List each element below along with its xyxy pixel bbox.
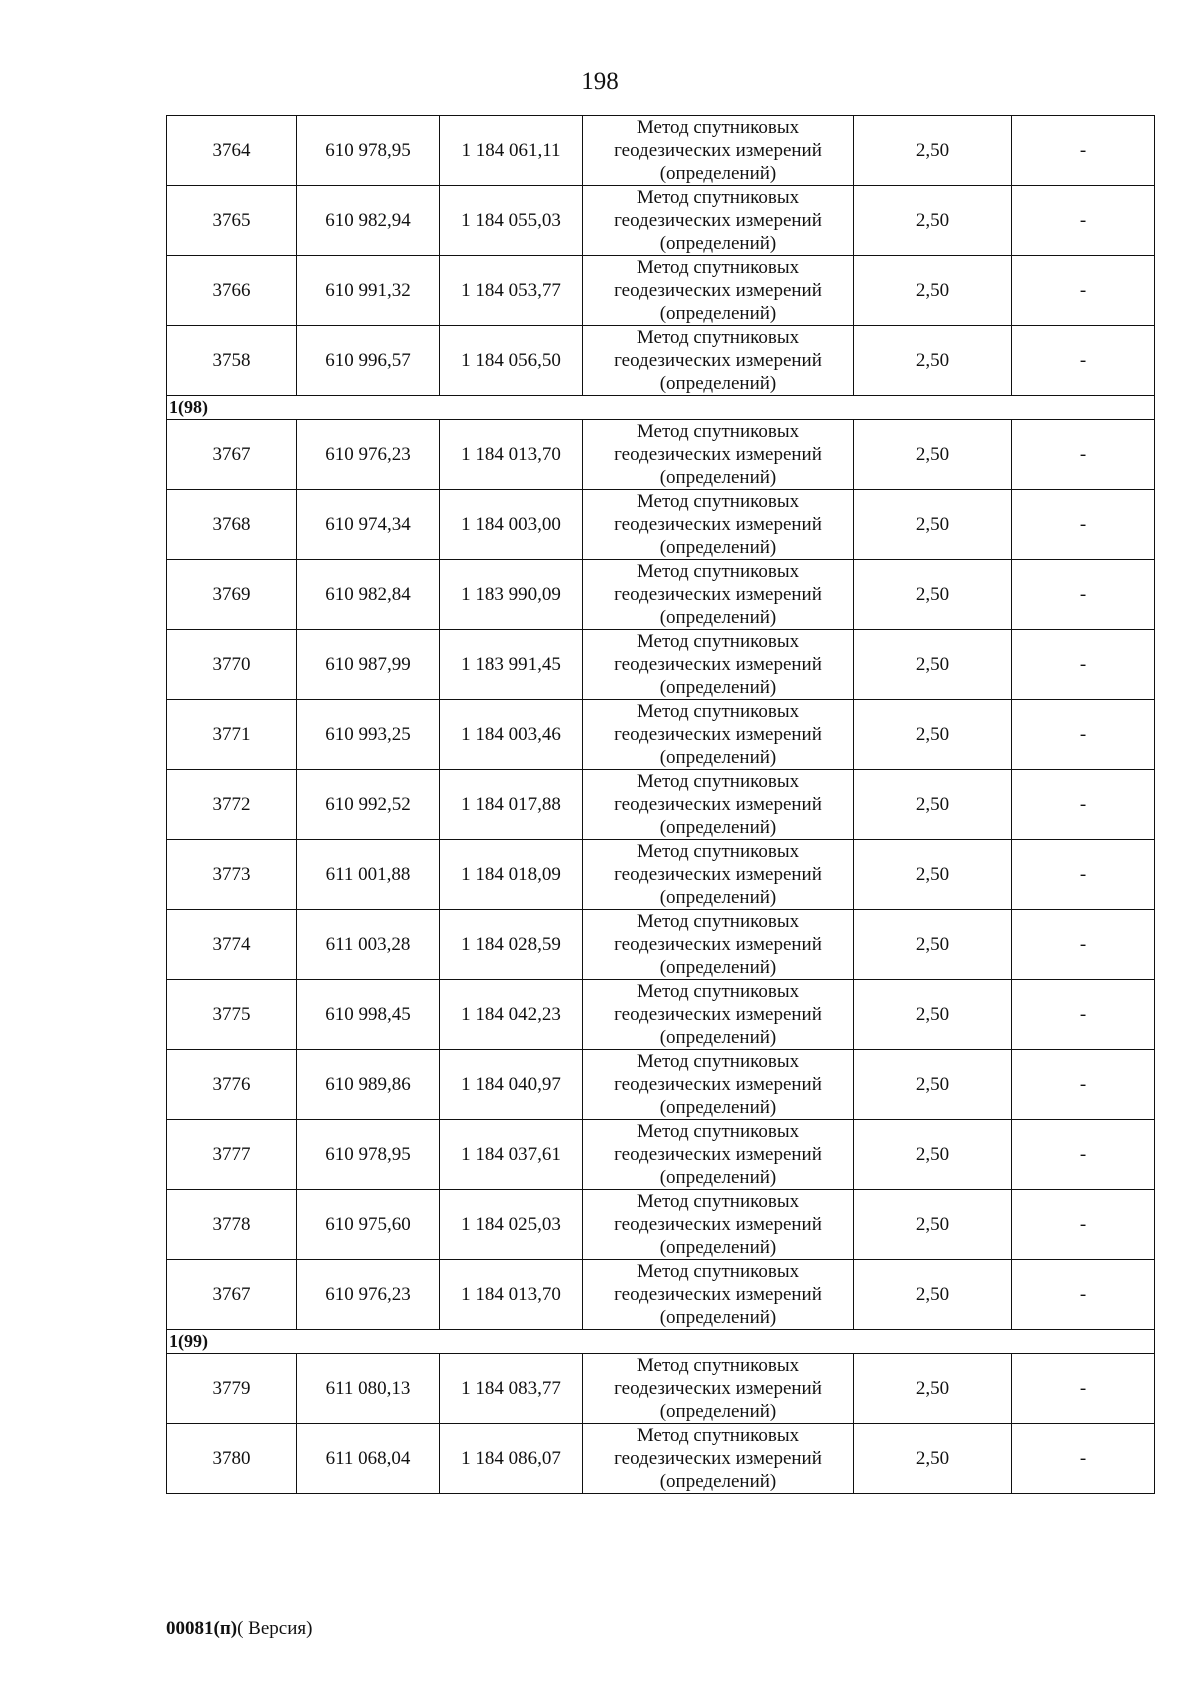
y-coordinate-cell: 1 184 013,70 <box>440 1260 583 1330</box>
table-row <box>167 630 1155 700</box>
point-number-cell: 3771 <box>167 700 297 770</box>
method-cell: Метод спутниковых геодезических измерений (определений) <box>583 700 854 770</box>
x-coordinate-cell: 611 001,88 <box>297 840 440 910</box>
table-row <box>167 980 1155 1050</box>
y-coordinate-cell: 1 184 025,03 <box>440 1190 583 1260</box>
table-row <box>167 1190 1155 1260</box>
method-cell: Метод спутниковых геодезических измерений (определений) <box>583 1120 854 1190</box>
point-number-cell: 3764 <box>167 116 297 186</box>
point-number-cell: 3777 <box>167 1120 297 1190</box>
accuracy-cell: 2,50 <box>854 980 1012 1050</box>
point-number-cell: 3780 <box>167 1424 297 1494</box>
table-row <box>167 1424 1155 1494</box>
accuracy-cell: 2,50 <box>854 1424 1012 1494</box>
x-coordinate-cell: 611 003,28 <box>297 910 440 980</box>
y-coordinate-cell: 1 184 013,70 <box>440 420 583 490</box>
x-coordinate-cell: 610 976,23 <box>297 1260 440 1330</box>
method-cell: Метод спутниковых геодезических измерений (определений) <box>583 980 854 1050</box>
method-cell: Метод спутниковых геодезических измерений (определений) <box>583 1050 854 1120</box>
table-row <box>167 770 1155 840</box>
point-number-cell: 3767 <box>167 420 297 490</box>
method-cell: Метод спутниковых геодезических измерений (определений) <box>583 116 854 186</box>
accuracy-cell: 2,50 <box>854 1050 1012 1120</box>
x-coordinate-cell: 610 982,84 <box>297 560 440 630</box>
y-coordinate-cell: 1 184 053,77 <box>440 256 583 326</box>
coordinates-table <box>166 115 1155 1494</box>
table-row <box>167 840 1155 910</box>
contour-group-row <box>167 396 1155 420</box>
footer-code: 00081(п) <box>166 1618 238 1639</box>
y-coordinate-cell: 1 183 990,09 <box>440 560 583 630</box>
point-number-cell: 3766 <box>167 256 297 326</box>
x-coordinate-cell: 610 991,32 <box>297 256 440 326</box>
description-cell: - <box>1012 980 1155 1050</box>
point-number-cell: 3758 <box>167 326 297 396</box>
x-coordinate-cell: 610 989,86 <box>297 1050 440 1120</box>
table-row <box>167 420 1155 490</box>
method-cell: Метод спутниковых геодезических измерений (определений) <box>583 560 854 630</box>
x-coordinate-cell: 610 975,60 <box>297 1190 440 1260</box>
x-coordinate-cell: 610 982,94 <box>297 186 440 256</box>
x-coordinate-cell: 610 993,25 <box>297 700 440 770</box>
accuracy-cell: 2,50 <box>854 910 1012 980</box>
x-coordinate-cell: 610 996,57 <box>297 326 440 396</box>
method-cell: Метод спутниковых геодезических измерений (определений) <box>583 840 854 910</box>
description-cell: - <box>1012 1190 1155 1260</box>
x-coordinate-cell: 610 974,34 <box>297 490 440 560</box>
method-cell: Метод спутниковых геодезических измерений (определений) <box>583 420 854 490</box>
y-coordinate-cell: 1 184 028,59 <box>440 910 583 980</box>
description-cell: - <box>1012 420 1155 490</box>
accuracy-cell: 2,50 <box>854 186 1012 256</box>
accuracy-cell: 2,50 <box>854 1260 1012 1330</box>
point-number-cell: 3765 <box>167 186 297 256</box>
description-cell: - <box>1012 1050 1155 1120</box>
x-coordinate-cell: 610 998,45 <box>297 980 440 1050</box>
method-cell: Метод спутниковых геодезических измерений (определений) <box>583 256 854 326</box>
y-coordinate-cell: 1 184 040,97 <box>440 1050 583 1120</box>
y-coordinate-cell: 1 184 086,07 <box>440 1424 583 1494</box>
table-row <box>167 116 1155 186</box>
accuracy-cell: 2,50 <box>854 116 1012 186</box>
point-number-cell: 3767 <box>167 1260 297 1330</box>
table-row <box>167 186 1155 256</box>
x-coordinate-cell: 610 978,95 <box>297 1120 440 1190</box>
description-cell: - <box>1012 186 1155 256</box>
accuracy-cell: 2,50 <box>854 1120 1012 1190</box>
table-row <box>167 1050 1155 1120</box>
description-cell: - <box>1012 1424 1155 1494</box>
y-coordinate-cell: 1 184 083,77 <box>440 1354 583 1424</box>
contour-label: 1(99) <box>167 1330 1155 1354</box>
contour-label: 1(98) <box>167 396 1155 420</box>
accuracy-cell: 2,50 <box>854 490 1012 560</box>
y-coordinate-cell: 1 183 991,45 <box>440 630 583 700</box>
x-coordinate-cell: 611 080,13 <box>297 1354 440 1424</box>
description-cell: - <box>1012 326 1155 396</box>
method-cell: Метод спутниковых геодезических измерений (определений) <box>583 1424 854 1494</box>
description-cell: - <box>1012 1120 1155 1190</box>
description-cell: - <box>1012 840 1155 910</box>
accuracy-cell: 2,50 <box>854 256 1012 326</box>
y-coordinate-cell: 1 184 018,09 <box>440 840 583 910</box>
method-cell: Метод спутниковых геодезических измерений (определений) <box>583 490 854 560</box>
accuracy-cell: 2,50 <box>854 1354 1012 1424</box>
accuracy-cell: 2,50 <box>854 700 1012 770</box>
table-row <box>167 1120 1155 1190</box>
table-row <box>167 560 1155 630</box>
point-number-cell: 3775 <box>167 980 297 1050</box>
method-cell: Метод спутниковых геодезических измерений (определений) <box>583 186 854 256</box>
accuracy-cell: 2,50 <box>854 420 1012 490</box>
document-footer <box>166 1618 312 1640</box>
description-cell: - <box>1012 700 1155 770</box>
accuracy-cell: 2,50 <box>854 560 1012 630</box>
accuracy-cell: 2,50 <box>854 326 1012 396</box>
x-coordinate-cell: 610 987,99 <box>297 630 440 700</box>
accuracy-cell: 2,50 <box>854 770 1012 840</box>
method-cell: Метод спутниковых геодезических измерений (определений) <box>583 630 854 700</box>
table-row <box>167 700 1155 770</box>
method-cell: Метод спутниковых геодезических измерений (определений) <box>583 770 854 840</box>
page-number: 198 <box>581 68 619 95</box>
table-row <box>167 910 1155 980</box>
table-row <box>167 1260 1155 1330</box>
point-number-cell: 3774 <box>167 910 297 980</box>
description-cell: - <box>1012 560 1155 630</box>
method-cell: Метод спутниковых геодезических измерений (определений) <box>583 1354 854 1424</box>
table-row <box>167 490 1155 560</box>
y-coordinate-cell: 1 184 061,11 <box>440 116 583 186</box>
method-cell: Метод спутниковых геодезических измерений (определений) <box>583 910 854 980</box>
description-cell: - <box>1012 770 1155 840</box>
y-coordinate-cell: 1 184 056,50 <box>440 326 583 396</box>
y-coordinate-cell: 1 184 042,23 <box>440 980 583 1050</box>
method-cell: Метод спутниковых геодезических измерений (определений) <box>583 1260 854 1330</box>
y-coordinate-cell: 1 184 003,46 <box>440 700 583 770</box>
description-cell: - <box>1012 256 1155 326</box>
x-coordinate-cell: 610 978,95 <box>297 116 440 186</box>
table-row <box>167 1354 1155 1424</box>
description-cell: - <box>1012 1354 1155 1424</box>
method-cell: Метод спутниковых геодезических измерений (определений) <box>583 326 854 396</box>
x-coordinate-cell: 610 976,23 <box>297 420 440 490</box>
point-number-cell: 3770 <box>167 630 297 700</box>
y-coordinate-cell: 1 184 037,61 <box>440 1120 583 1190</box>
point-number-cell: 3769 <box>167 560 297 630</box>
point-number-cell: 3772 <box>167 770 297 840</box>
y-coordinate-cell: 1 184 055,03 <box>440 186 583 256</box>
footer-version: ( Версия) <box>237 1618 313 1639</box>
table-row <box>167 326 1155 396</box>
y-coordinate-cell: 1 184 003,00 <box>440 490 583 560</box>
point-number-cell: 3773 <box>167 840 297 910</box>
x-coordinate-cell: 611 068,04 <box>297 1424 440 1494</box>
accuracy-cell: 2,50 <box>854 630 1012 700</box>
point-number-cell: 3779 <box>167 1354 297 1424</box>
description-cell: - <box>1012 1260 1155 1330</box>
method-cell: Метод спутниковых геодезических измерений (определений) <box>583 1190 854 1260</box>
y-coordinate-cell: 1 184 017,88 <box>440 770 583 840</box>
contour-group-row <box>167 1330 1155 1354</box>
point-number-cell: 3768 <box>167 490 297 560</box>
description-cell: - <box>1012 630 1155 700</box>
accuracy-cell: 2,50 <box>854 840 1012 910</box>
point-number-cell: 3776 <box>167 1050 297 1120</box>
description-cell: - <box>1012 910 1155 980</box>
description-cell: - <box>1012 116 1155 186</box>
x-coordinate-cell: 610 992,52 <box>297 770 440 840</box>
description-cell: - <box>1012 490 1155 560</box>
point-number-cell: 3778 <box>167 1190 297 1260</box>
accuracy-cell: 2,50 <box>854 1190 1012 1260</box>
coordinates-table-body <box>167 116 1155 1494</box>
table-row <box>167 256 1155 326</box>
